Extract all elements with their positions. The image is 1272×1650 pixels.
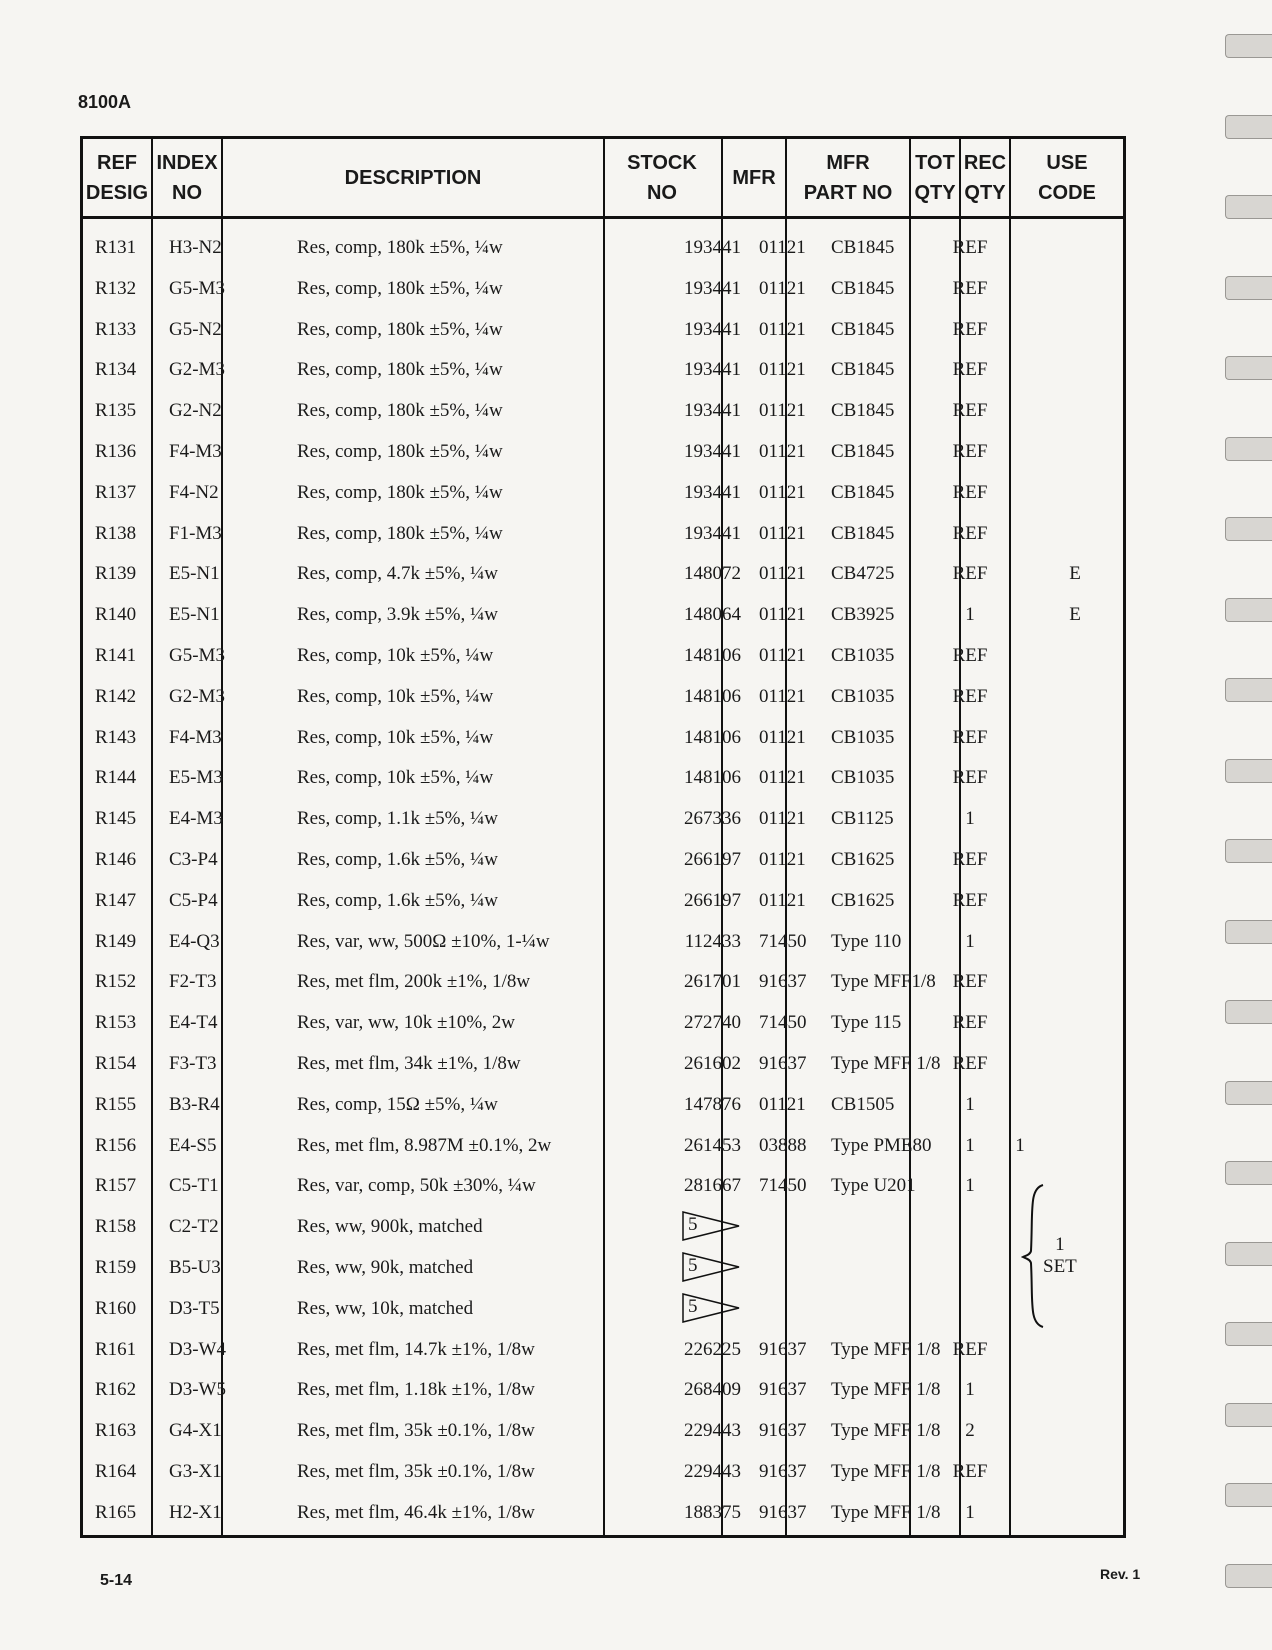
ref-desig-cell: R145 [95,808,137,830]
mfr-cell: 01121 [759,1093,806,1115]
binding-ring [1225,1161,1272,1185]
mfr-cell: 01121 [759,481,806,503]
stock-no-cell: 268409 [684,1379,741,1401]
mfr-cell: 91637 [759,1501,807,1523]
stock-no-cell: 193441 [684,481,741,503]
index-no-cell: B3-R4 [169,1093,220,1115]
stock-no-cell: 148106 [684,726,741,748]
stock-no-cell: 193441 [684,400,741,422]
binding-ring [1225,1322,1272,1346]
stock-no-cell: 281667 [684,1175,741,1197]
description-cell: Res, comp, 4.7k ±5%, ¼w [297,563,498,585]
stock-no-cell: 229443 [684,1420,741,1442]
description-cell: Res, comp, 10k ±5%, ¼w [297,645,494,666]
index-no-cell: E5-N1 [169,604,220,626]
binding-ring [1225,517,1272,541]
mfr-part-no-cell: CB1845 [831,277,895,299]
index-no-cell: G5-M3 [169,277,225,299]
stock-no-cell: 261701 [684,971,741,993]
tot-qty-cell: 1 [965,604,975,626]
description-cell: Res, met flm, 34k ±1%, 1/8w [297,1053,521,1074]
ref-desig-cell: R154 [95,1053,137,1074]
stock-no-cell: 148106 [684,645,741,666]
binding-ring [1225,1564,1272,1588]
mfr-cell: 01121 [759,318,806,340]
ref-desig-cell: R164 [95,1461,137,1482]
description-cell: Res, ww, 900k, matched [297,1216,483,1238]
mfr-part-no-cell: CB1845 [831,359,895,381]
stock-no-cell: 148064 [684,604,741,626]
revision-label: Rev. 1 [1100,1566,1141,1582]
mfr-cell: 01121 [759,645,806,666]
index-no-cell: C2-T2 [169,1216,219,1238]
stock-no-cell: 193441 [684,522,741,544]
column-divider [909,139,911,1535]
description-cell: Res, comp, 3.9k ±5%, ¼w [297,604,498,626]
note-flag-number: 5 [688,1255,698,1276]
mfr-part-no-cell: Type 110 [831,930,902,952]
column-divider [721,139,723,1535]
mfr-part-no-cell: CB1625 [831,889,895,911]
index-no-cell: E5-M3 [169,767,223,789]
ref-desig-cell: R139 [95,563,137,585]
mfr-part-no-cell: Type MFF 1/8 [831,1053,941,1074]
mfr-cell: 01121 [759,277,806,299]
index-no-cell: G2-M3 [169,359,225,381]
binding-ring [1225,1081,1272,1105]
mfr-part-no-cell: CB1845 [831,318,895,340]
description-cell: Res, var, comp, 50k ±30%, ¼w [297,1175,536,1197]
header-mfr-part-no: MFR PART NO [803,151,893,204]
index-no-cell: B5-U3 [169,1257,221,1278]
ref-desig-cell: R147 [95,889,137,911]
tot-qty-cell: REF [952,645,988,666]
tot-qty-cell: REF [952,1461,988,1482]
tot-qty-cell: REF [952,563,988,585]
note-flag-number: 5 [688,1214,698,1236]
description-cell: Res, comp, 180k ±5%, ¼w [297,481,503,503]
tot-qty-cell: REF [952,481,988,503]
stock-no-cell: 266197 [684,889,741,911]
ref-desig-cell: R149 [95,930,137,952]
description-cell: Res, met flm, 46.4k ±1%, 1/8w [297,1501,535,1523]
ref-desig-cell: R156 [95,1134,137,1156]
description-cell: Res, comp, 180k ±5%, ¼w [297,237,503,258]
ref-desig-cell: R153 [95,1012,137,1034]
index-no-cell: D3-W4 [169,1338,226,1360]
description-cell: Res, met flm, 1.18k ±1%, 1/8w [297,1379,535,1401]
parts-list-table [80,136,1126,1538]
index-no-cell: F3-T3 [169,1053,217,1074]
binding-ring [1225,598,1272,622]
description-cell: Res, met flm, 8.987M ±0.1%, 2w [297,1134,552,1156]
stock-no-cell: 112433 [684,930,741,952]
stock-no-cell: 148106 [684,685,741,707]
binding-ring [1225,1483,1272,1507]
description-cell: Res, comp, 180k ±5%, ¼w [297,277,503,299]
mfr-cell: 71450 [759,1012,807,1034]
index-no-cell: C5-T1 [169,1175,219,1197]
tot-qty-cell: REF [952,1338,988,1360]
model-number: 8100A [78,92,132,112]
mfr-part-no-cell: Type MFF 1/8 [831,1338,941,1360]
note-flag-icon [681,1251,741,1283]
column-divider [151,139,153,1535]
index-no-cell: C5-P4 [169,889,218,911]
stock-no-cell: 193441 [684,359,741,381]
mfr-cell: 71450 [759,1175,807,1197]
tot-qty-cell: REF [952,359,988,381]
index-no-cell: H2-X1 [169,1501,222,1523]
description-cell: Res, comp, 1.6k ±5%, ¼w [297,849,498,870]
note-flag-icon [681,1292,741,1324]
mfr-cell: 01121 [759,563,806,585]
binding-ring [1225,678,1272,702]
header-description: DESCRIPTION [344,166,482,189]
ref-desig-cell: R159 [95,1257,137,1278]
use-code-cell: E [1069,563,1081,585]
binding-ring [1225,920,1272,944]
mfr-cell: 01121 [759,604,806,626]
mfr-cell: 01121 [759,441,806,462]
description-cell: Res, met flm, 35k ±0.1%, 1/8w [297,1420,535,1442]
mfr-cell: 01121 [759,522,806,544]
header-rec-qty: REC QTY [963,151,1007,204]
mfr-part-no-cell: Type 115 [831,1012,902,1034]
ref-desig-cell: R163 [95,1420,137,1442]
mfr-cell: 71450 [759,930,807,952]
description-cell: Res, comp, 1.1k ±5%, ¼w [297,808,498,830]
mfr-cell: 01121 [759,808,806,830]
tot-qty-cell: 1 [965,1379,975,1401]
tot-qty-cell: REF [952,237,988,258]
mfr-cell: 91637 [759,1461,807,1482]
tot-qty-cell: 1 [965,808,975,830]
ref-desig-cell: R162 [95,1379,137,1401]
binding-ring [1225,1000,1272,1024]
mfr-part-no-cell: CB1035 [831,726,895,748]
tot-qty-cell: REF [952,441,988,462]
tot-qty-cell: 1 [965,1175,975,1197]
index-no-cell: G5-M3 [169,645,225,666]
description-cell: Res, var, ww, 10k ±10%, 2w [297,1012,515,1034]
stock-no-cell: 267336 [684,808,741,830]
tot-qty-cell: 1 [965,930,975,952]
index-no-cell: H3-N2 [169,237,222,258]
binding-ring [1225,276,1272,300]
index-no-cell: E5-N1 [169,563,220,585]
index-no-cell: G5-N2 [169,318,222,340]
mfr-cell: 01121 [759,889,806,911]
stock-no-cell: 148072 [684,563,741,585]
binding-ring [1225,195,1272,219]
index-no-cell: E4-T4 [169,1012,218,1034]
mfr-part-no-cell: Type PME80 [831,1134,932,1156]
index-no-cell: D3-W5 [169,1379,226,1401]
mfr-cell: 01121 [759,685,806,707]
mfr-part-no-cell: CB1125 [831,808,894,830]
mfr-part-no-cell: Type MFF 1/8 [831,1461,941,1482]
mfr-part-no-cell: CB3925 [831,604,895,626]
description-cell: Res, met flm, 35k ±0.1%, 1/8w [297,1461,535,1482]
header-index-no: INDEX NO [156,151,218,204]
matched-set-note: 1 SET [1043,1234,1077,1277]
binding-ring [1225,759,1272,783]
tot-qty-cell: REF [952,767,988,789]
description-cell: Res, comp, 180k ±5%, ¼w [297,359,503,381]
ref-desig-cell: R152 [95,971,137,993]
description-cell: Res, comp, 1.6k ±5%, ¼w [297,889,498,911]
mfr-cell: 91637 [759,971,807,993]
description-cell: Res, ww, 90k, matched [297,1257,474,1278]
index-no-cell: G4-X1 [169,1420,222,1442]
tot-qty-cell: REF [952,277,988,299]
binding-ring [1225,1242,1272,1266]
header-ref-desig: REF DESIG [85,151,149,204]
tot-qty-cell: REF [952,971,988,993]
mfr-part-no-cell: Type MFF1/8 [831,971,936,993]
description-cell: Res, comp, 180k ±5%, ¼w [297,400,503,422]
mfr-part-no-cell: CB1035 [831,645,895,666]
mfr-part-no-cell: CB1845 [831,522,895,544]
index-no-cell: G2-M3 [169,685,225,707]
mfr-part-no-cell: CB1625 [831,849,895,870]
mfr-cell: 91637 [759,1420,807,1442]
mfr-part-no-cell: CB1845 [831,481,895,503]
index-no-cell: G3-X1 [169,1461,222,1482]
index-no-cell: E4-S5 [169,1134,217,1156]
ref-desig-cell: R142 [95,685,137,707]
binding-ring [1225,356,1272,380]
note-flag-icon [681,1210,741,1242]
description-cell: Res, comp, 180k ±5%, ¼w [297,318,503,340]
index-no-cell: C3-P4 [169,849,218,870]
mfr-part-no-cell: Type MFF 1/8 [831,1420,941,1442]
tot-qty-cell: 1 [965,1093,975,1115]
mfr-cell: 91637 [759,1379,807,1401]
tot-qty-cell: 1 [965,1501,975,1523]
stock-no-cell: 193441 [684,441,741,462]
ref-desig-cell: R134 [95,359,137,381]
stock-no-cell: 266197 [684,849,741,870]
stock-no-cell: 226225 [684,1338,741,1360]
ref-desig-cell: R161 [95,1338,137,1360]
description-cell: Res, comp, 10k ±5%, ¼w [297,767,494,789]
stock-no-cell: 188375 [684,1501,741,1523]
index-no-cell: E4-M3 [169,808,223,830]
stock-no-cell: 193441 [684,237,741,258]
description-cell: Res, var, ww, 500Ω ±10%, 1-¼w [297,930,550,952]
ref-desig-cell: R157 [95,1175,137,1197]
column-divider [221,139,223,1535]
description-cell: Res, ww, 10k, matched [297,1297,474,1319]
use-code-cell: E [1069,604,1081,626]
description-cell: Res, comp, 10k ±5%, ¼w [297,726,494,748]
tot-qty-cell: 2 [965,1420,975,1442]
tot-qty-cell: REF [952,849,988,870]
mfr-part-no-cell: CB1845 [831,441,895,462]
binding-ring [1225,115,1272,139]
column-divider [785,139,787,1535]
mfr-part-no-cell: CB1845 [831,237,895,258]
spiral-binding [1222,0,1272,1650]
ref-desig-cell: R137 [95,481,137,503]
mfr-cell: 01121 [759,767,806,789]
mfr-cell: 01121 [759,726,806,748]
ref-desig-cell: R160 [95,1297,137,1319]
ref-desig-cell: R131 [95,237,137,258]
stock-no-cell: 229443 [684,1461,741,1482]
mfr-part-no-cell: Type MFF 1/8 [831,1379,941,1401]
tot-qty-cell: REF [952,889,988,911]
note-flag-number: 5 [688,1295,698,1317]
description-cell: Res, comp, 180k ±5%, ¼w [297,441,503,462]
mfr-cell: 01121 [759,849,806,870]
tot-qty-cell: REF [952,400,988,422]
description-cell: Res, comp, 180k ±5%, ¼w [297,522,503,544]
header-tot-qty: TOT QTY [914,151,956,204]
mfr-part-no-cell: CB1505 [831,1093,895,1115]
column-divider [959,139,961,1535]
header-use-code: USE CODE [1038,151,1096,204]
index-no-cell: F4-N2 [169,481,219,503]
description-cell: Res, met flm, 14.7k ±1%, 1/8w [297,1338,535,1360]
header-stock-no: STOCK NO [627,151,697,204]
mfr-part-no-cell: Type MFF 1/8 [831,1501,941,1523]
tot-qty-cell: REF [952,1053,988,1074]
rec-qty-cell: 1 [1015,1134,1025,1156]
stock-no-cell: 148106 [684,767,741,789]
index-no-cell: F4-M3 [169,441,222,462]
mfr-cell: 01121 [759,359,806,381]
ref-desig-cell: R140 [95,604,137,626]
column-divider [603,139,605,1535]
index-no-cell: G2-N2 [169,400,222,422]
tot-qty-cell: REF [952,726,988,748]
description-cell: Res, comp, 10k ±5%, ¼w [297,685,494,707]
mfr-part-no-cell: CB1035 [831,767,895,789]
ref-desig-cell: R144 [95,767,137,789]
tot-qty-cell: REF [952,1012,988,1034]
ref-desig-cell: R165 [95,1501,137,1523]
column-divider [1009,139,1011,1535]
tot-qty-cell: REF [952,318,988,340]
ref-desig-cell: R158 [95,1216,137,1238]
index-no-cell: F4-M3 [169,726,222,748]
binding-ring [1225,437,1272,461]
stock-no-cell: 261453 [684,1134,741,1156]
description-cell: Res, met flm, 200k ±1%, 1/8w [297,971,531,993]
ref-desig-cell: R136 [95,441,137,462]
tot-qty-cell: REF [952,522,988,544]
page-number: 5-14 [100,1572,133,1589]
mfr-part-no-cell: CB1035 [831,685,895,707]
mfr-cell: 01121 [759,400,806,422]
index-no-cell: F1-M3 [169,522,222,544]
mfr-part-no-cell: Type U201 [831,1175,916,1197]
binding-ring [1225,1403,1272,1427]
stock-no-cell: 261602 [684,1053,741,1074]
mfr-part-no-cell: CB1845 [831,400,895,422]
index-no-cell: E4-Q3 [169,930,220,952]
tot-qty-cell: REF [952,685,988,707]
tot-qty-cell: 1 [965,1134,975,1156]
ref-desig-cell: R155 [95,1093,137,1115]
ref-desig-cell: R146 [95,849,137,870]
ref-desig-cell: R138 [95,522,137,544]
stock-no-cell: 193441 [684,277,741,299]
ref-desig-cell: R132 [95,277,137,299]
index-no-cell: F2-T3 [169,971,217,993]
mfr-cell: 01121 [759,237,806,258]
ref-desig-cell: R135 [95,400,137,422]
ref-desig-cell: R143 [95,726,137,748]
ref-desig-cell: R133 [95,318,137,340]
mfr-part-no-cell: CB4725 [831,563,895,585]
stock-no-cell: 193441 [684,318,741,340]
description-cell: Res, comp, 15Ω ±5%, ¼w [297,1093,498,1115]
stock-no-cell: 147876 [684,1093,741,1115]
mfr-cell: 91637 [759,1338,807,1360]
ref-desig-cell: R141 [95,645,137,666]
stock-no-cell: 272740 [684,1012,741,1034]
index-no-cell: D3-T5 [169,1297,220,1319]
binding-ring [1225,839,1272,863]
binding-ring [1225,34,1272,58]
mfr-cell: 03888 [759,1134,807,1156]
header-mfr: MFR [732,166,776,189]
mfr-cell: 91637 [759,1053,807,1074]
